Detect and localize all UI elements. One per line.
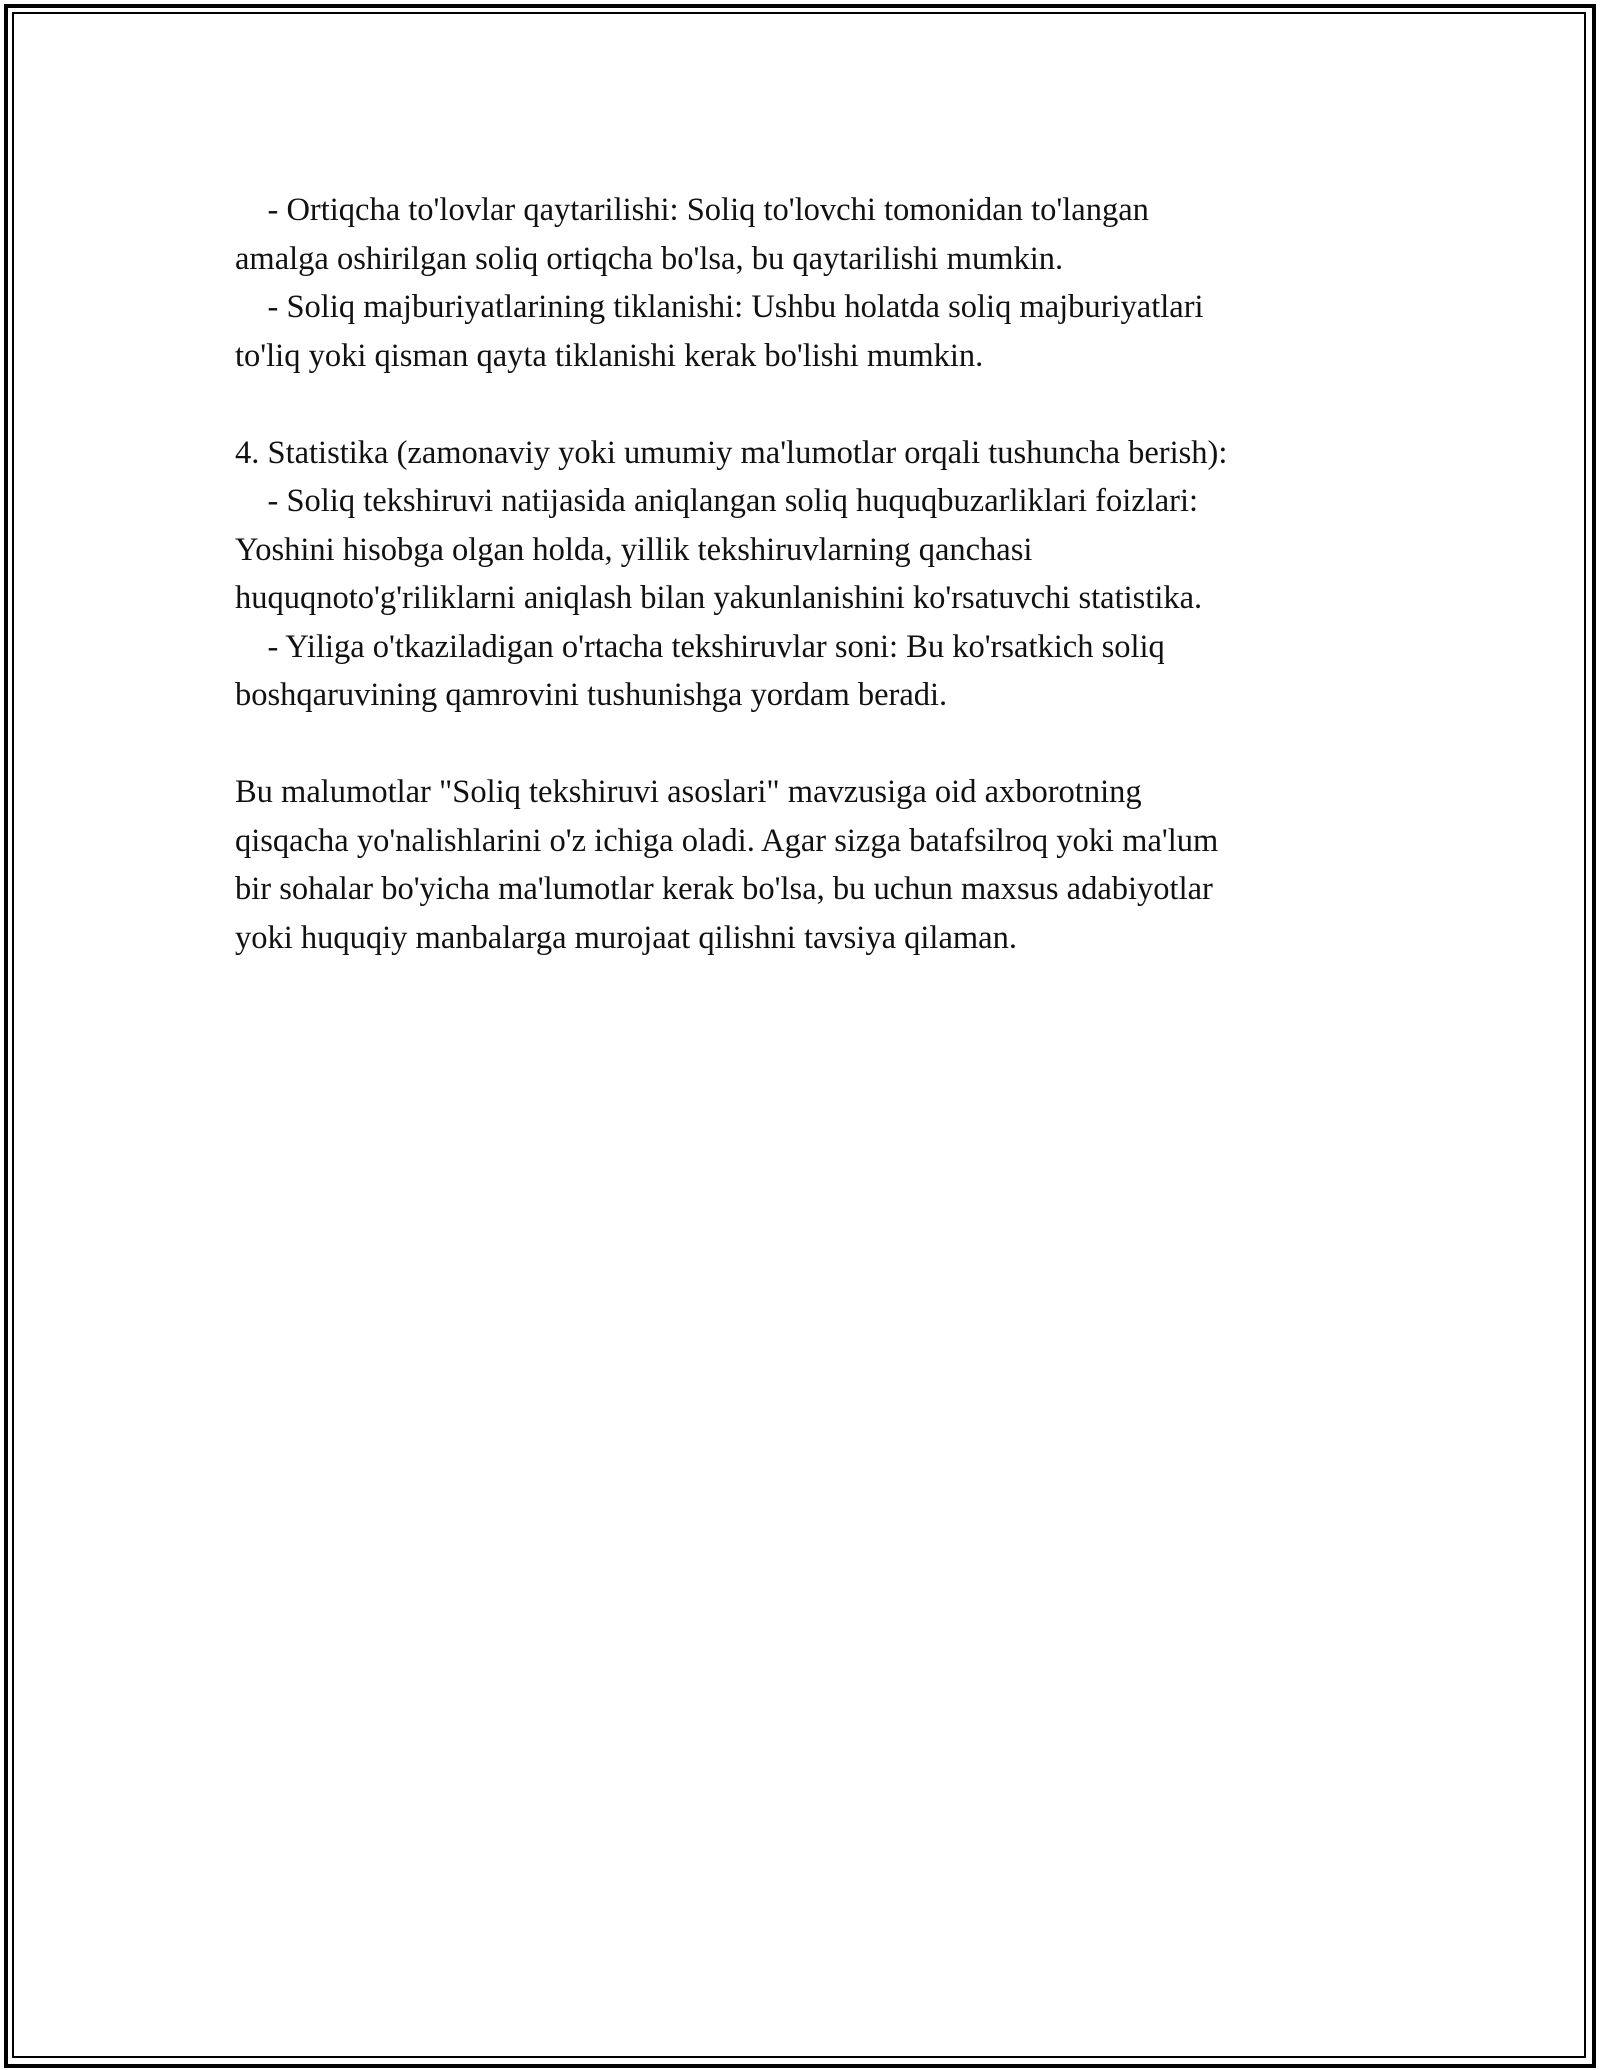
text-line: Yoshini hisobga olgan holda, yillik tekshiruvlarning qanchasi [235, 531, 1033, 568]
text-line: bir sohalar bo'yicha ma'lumotlar kerak bo'lsa, bu uchun maxsus adabiyotlar [235, 871, 1213, 907]
text-line: huquqnoto'g'riliklarni aniqlash bilan yakunlanishini ko'rsatuvchi statistika. [235, 580, 1203, 616]
text-line: - Ortiqcha to'lovlar qaytarilishi: Soliq to'lovchi tomonidan to'langan [235, 192, 1149, 228]
paragraph-statistics [235, 429, 1375, 720]
text-line: yoki huquqiy manbalarga murojaat qilishni tavsiya qilaman. [235, 919, 1017, 956]
text-line: amalga oshirilgan soliq ortiqcha bo'lsa, bu qaytarilishi mumkin. [235, 240, 1064, 277]
text-line: qisqacha yo'nalishlarini o'z ichiga oladi. Agar sizga batafsilroq yoki ma'lum [235, 822, 1219, 859]
text-line: Bu malumotlar "Soliq tekshiruvi asoslari" mavzusiga oid axborotning [235, 774, 1142, 810]
document-body [235, 186, 1375, 962]
text-line: - Soliq tekshiruvi natijasida aniqlangan soliq huquqbuzarliklari foizlari: [235, 483, 1199, 519]
text-line: - Yiliga o'tkaziladigan o'rtacha tekshiruvlar soni: Bu ko'rsatkich soliq [235, 628, 1165, 665]
paragraph-spacer [235, 720, 1375, 769]
paragraph-refunds [235, 186, 1375, 380]
text-line: to'liq yoki qisman qayta tiklanishi kerak bo'lishi mumkin. [235, 337, 984, 374]
section-heading-statistics: 4. Statistika (zamonaviy yoki umumiy ma'lumotlar orqali tushuncha berish): [235, 434, 1228, 471]
text-line: - Soliq majburiyatlarining tiklanishi: Ushbu holatda soliq majburiyatlari [235, 289, 1204, 325]
paragraph-conclusion [235, 768, 1375, 962]
text-line: boshqaruvining qamrovini tushunishga yordam beradi. [235, 677, 948, 713]
paragraph-spacer [235, 380, 1375, 429]
